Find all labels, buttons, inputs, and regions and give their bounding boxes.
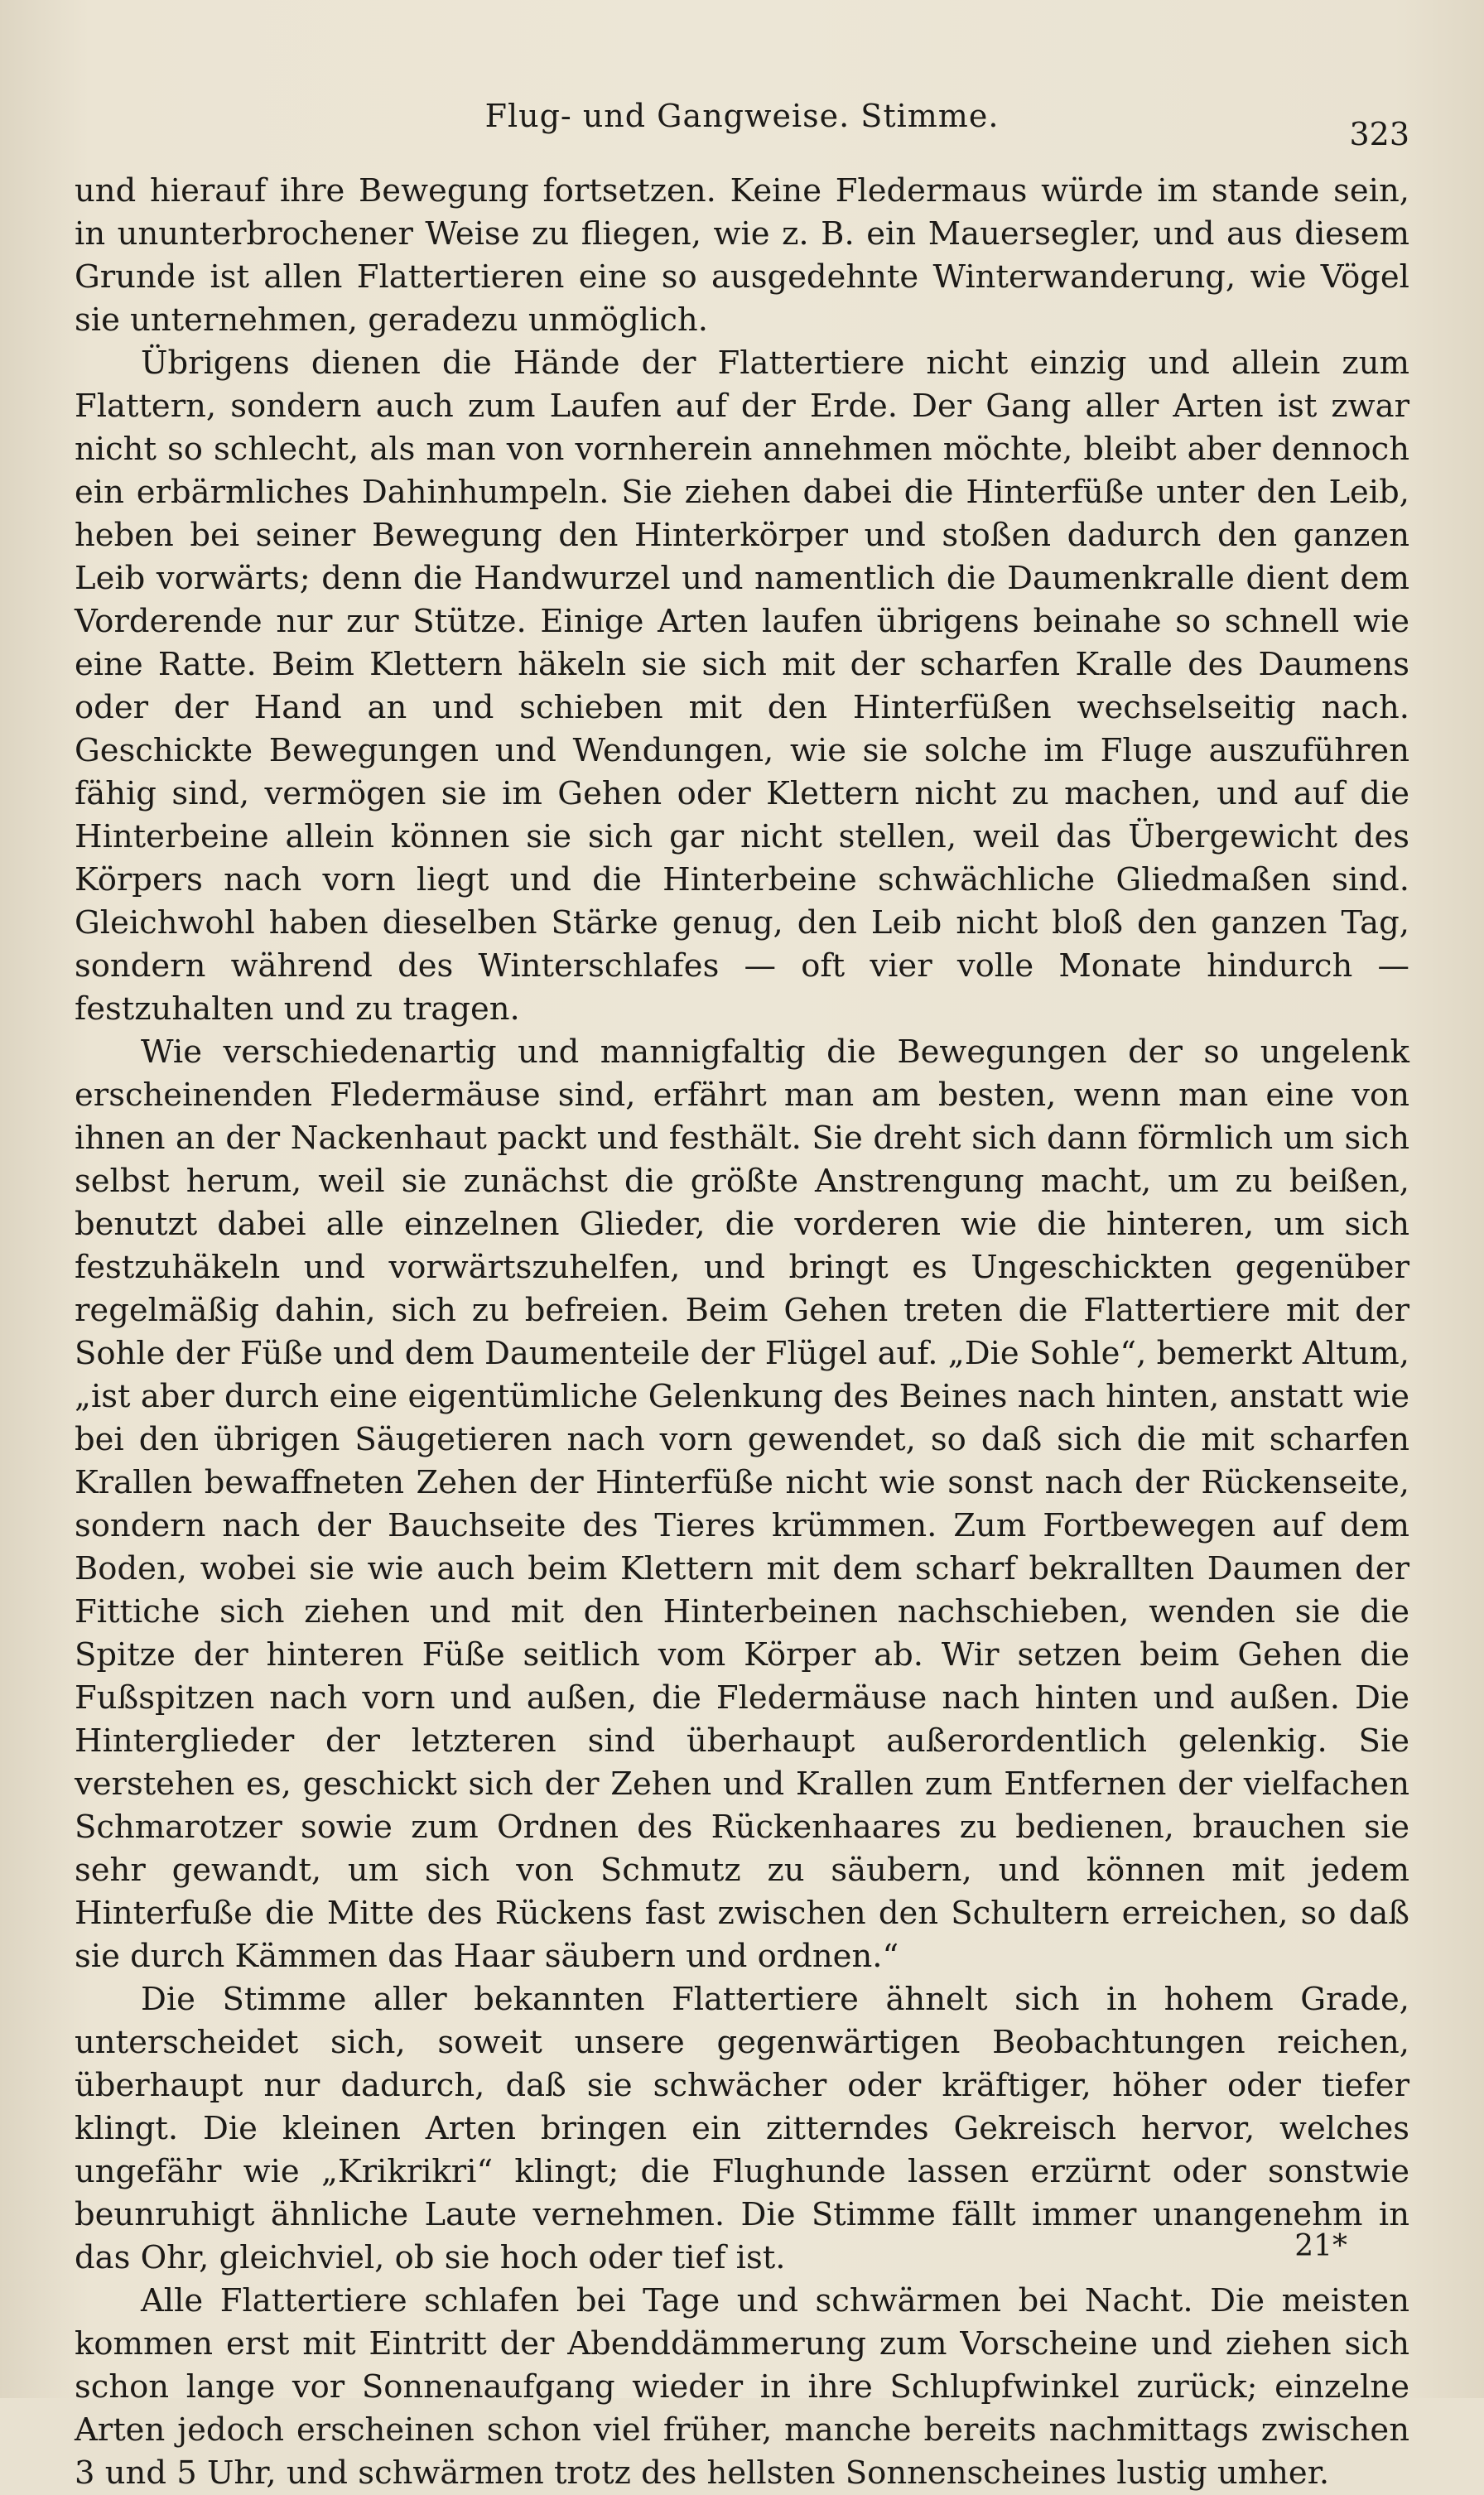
paragraph-5: Alle Flattertiere schlafen bei Tage und schwärmen bei Nacht. Die meisten kommen erst mit Eintritt der Abenddämmerung zum Vorscheine und ziehen sich schon lange vor Sonnenaufgang wieder in ihre Schlupfwinkel zurück; einzelne Arten jedoch erscheinen schon viel früher, manche bereits nachmittags zwischen 3 und 5 Uhr, und schwärmen trotz des hellsten Sonnenscheines lustig umher.	[75, 2282, 1409, 2492]
page-number: 323	[1349, 116, 1409, 152]
paragraph-2: Übrigens dienen die Hände der Flattertiere nicht einzig und allein zum Flattern, sondern auch zum Laufen auf der Erde. Der Gang aller Arten ist zwar nicht so schlecht, als man von vornherein annehmen möchte, bleibt aber dennoch ein erbärmliches Dahinhumpeln. Sie ziehen dabei die Hinterfüße unter den Leib, heben bei seiner Bewegung den Hinterkörper und stoßen dadurch den ganzen Leib vorwärts; denn die Handwurzel und namentlich die Daumenkralle dient dem Vorderende nur zur Stütze. Einige Arten laufen übrigens beinahe so schnell wie eine Ratte. Beim Klettern häkeln sie sich mit der scharfen Kralle des Daumens oder der Hand an und schieben mit den Hinterfüßen wechselseitig nach. Geschickte Bewegungen und Wendungen, wie sie solche im Fluge auszuführen fähig sind, vermögen sie im Gehen oder Klettern nicht zu machen, und auf die Hinterbeine allein können sie sich gar nicht stellen, weil das Übergewicht des Körpers nach vorn liegt und die Hinterbeine schwächliche Gliedmaßen sind. Gleichwohl haben dieselben Stärke genug, den Leib nicht bloß den ganzen Tag, sondern während des Winterschlafes — oft vier volle Monate hindurch — festzuhalten und zu tragen.	[75, 344, 1409, 1028]
paragraph-3: Wie verschiedenartig und mannigfaltig die Bewegungen der so ungelenk erscheinenden Fledermäuse sind, erfährt man am besten, wenn man eine von ihnen an der Nackenhaut packt und festhält. Sie dreht sich dann förmlich um sich selbst herum, weil sie zunächst die größte Anstrengung macht, um zu beißen, benutzt dabei alle einzelnen Glieder, die vorderen wie die hinteren, um sich festzuhäkeln und vorwärtszuhelfen, und bringt es Ungeschickten gegenüber regelmäßig dahin, sich zu befreien. Beim Gehen treten die Flattertiere mit der Sohle der Füße und dem Daumenteile der Flügel auf. „Die Sohle“, bemerkt Altum, „ist aber durch eine eigentümliche Gelenkung des Beines nach hinten, anstatt wie bei den übrigen Säugetieren nach vorn gewendet, so daß sich die mit scharfen Krallen bewaffneten Zehen der Hinterfüße nicht wie sonst nach der Rückenseite, sondern nach der Bauchseite des Tieres krümmen. Zum Fortbewegen auf dem Boden, wobei sie wie auch beim Klettern mit dem scharf bekrallten Daumen der Fittiche sich ziehen und mit den Hinterbeinen nachschieben, wenden sie die Spitze der hinteren Füße seitlich vom Körper ab. Wir setzen beim Gehen die Fußspitzen nach vorn und außen, die Fledermäuse nach hinten und außen. Die Hinterglieder der letzteren sind überhaupt außerordentlich gelenkig. Sie verstehen es, geschickt sich der Zehen und Krallen zum Entfernen der vielfachen Schmarotzer sowie zum Ordnen des Rückenhaares zu bedienen, brauchen sie sehr gewandt, um sich von Schmutz zu säubern, und können mit jedem Hinterfuße die Mitte des Rückens fast zwischen den Schultern erreichen, so daß sie durch Kämmen das Haar säubern und ordnen.“	[75, 1033, 1409, 1975]
running-head	[75, 98, 1409, 152]
paragraph-1: und hierauf ihre Bewegung fortsetzen. Keine Fledermaus würde im stande sein, in ununterbrochener Weise zu fliegen, wie z. B. ein Mauersegler, und aus diesem Grunde ist allen Flattertieren eine so ausgedehnte Winterwanderung, wie Vögel sie unternehmen, geradezu unmöglich.	[75, 172, 1409, 339]
body-text	[75, 170, 1409, 2495]
signature-mark: 21*	[1294, 2229, 1347, 2263]
paragraph-4: Die Stimme aller bekannten Flattertiere ähnelt sich in hohem Grade, unterscheidet sich, soweit unsere gegenwärtigen Beobachtungen reichen, überhaupt nur dadurch, daß sie schwächer oder kräftiger, höher oder tiefer klingt. Die kleinen Arten bringen ein zitterndes Gekreisch hervor, welches ungefähr wie „Krikrikri“ klingt; die Flughunde lassen erzürnt oder sonstwie beunruhigt ähnliche Laute vernehmen. Die Stimme fällt immer unangenehm in das Ohr, gleichviel, ob sie hoch oder tief ist.	[75, 1981, 1409, 2276]
running-head-title: Flug- und Gangweise. Stimme.	[484, 98, 1000, 134]
